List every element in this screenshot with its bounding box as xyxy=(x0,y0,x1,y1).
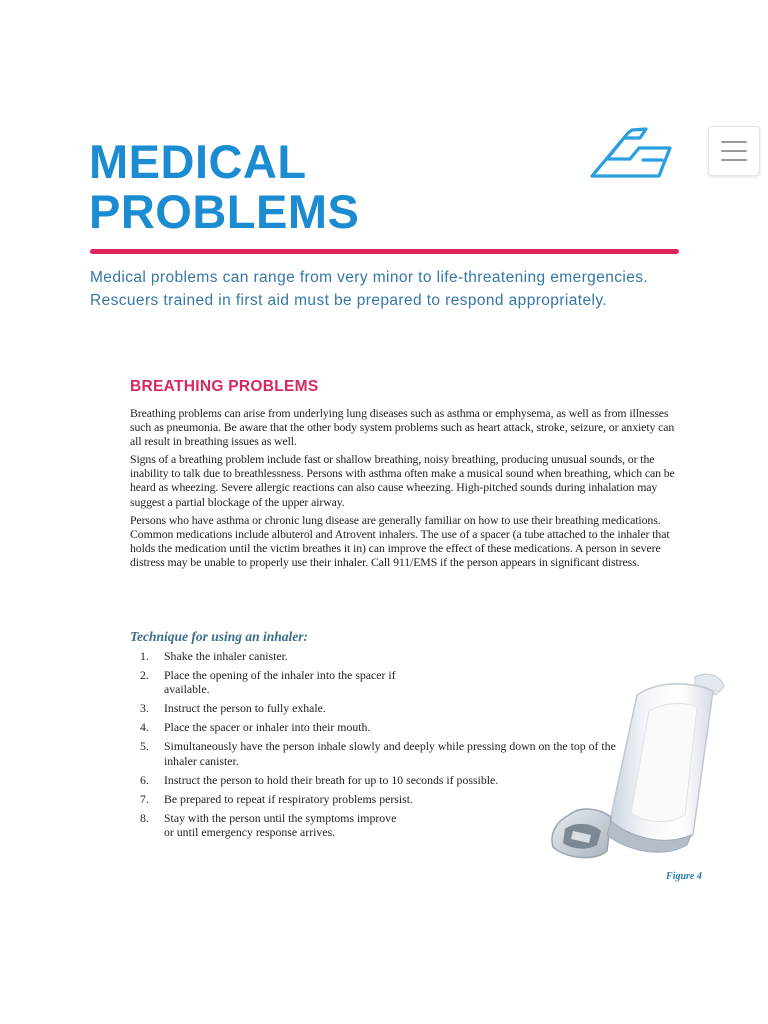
step-number: 6. xyxy=(140,772,149,787)
technique-heading: Technique for using an inhaler: xyxy=(130,629,309,644)
page-title xyxy=(89,137,359,237)
menu-line xyxy=(721,150,747,152)
body-paragraph: Signs of a breathing problem include fast or shallow breathing, noisy breathing, producing unusual sounds, or the inability to talk due to breathlessness. Persons with asthma often make a musical sound when breathing, which can be heard as wheezing. Severe allergic reactions can also cause wheezing. High-pitched sounds during inhalation may suggest a partial blockage of the upper airway. xyxy=(130,452,675,509)
step-item xyxy=(130,668,419,696)
step-number: 1. xyxy=(140,649,149,663)
body-paragraph: Breathing problems can arise from underlying lung diseases such as asthma or emphysema, as well as from illnesses such as pneumonia. Be aware that the other body system problems such as heart attack, stroke, seizure, or anxiety can all result in breathing issues as well. xyxy=(130,406,675,449)
step-number: 8. xyxy=(140,810,149,825)
step-number: 4. xyxy=(140,720,149,735)
step-number: 7. xyxy=(140,791,149,806)
pencil-logo-icon xyxy=(588,126,674,182)
step-number: 3. xyxy=(140,701,149,716)
body-paragraph: Persons who have asthma or chronic lung disease are generally familiar on how to use their breathing medications. Common medications include albuterol and Atrovent inhalers. The use of a spacer (a tube attached to the inhaler that holds the medication until the victim breathes it in) can improve the effect of these medications. A person in severe distress may be unable to properly use their inhaler. Call 911/EMS if the person appears in significant distress. xyxy=(130,512,670,569)
step-text: Stay with the person until the symptoms improve or until emergency response arrives. xyxy=(164,810,397,839)
title-divider xyxy=(90,249,679,254)
figure-caption: Figure 4 xyxy=(666,871,702,882)
step-text: Be prepared to repeat if respiratory problems persist. xyxy=(164,791,413,806)
step-text: Place the spacer or inhaler into their mouth. xyxy=(164,720,371,735)
menu-line xyxy=(721,141,747,143)
step-text: Instruct the person to fully exhale. xyxy=(164,701,326,716)
menu-line xyxy=(721,159,747,161)
step-item xyxy=(130,649,620,663)
page-title-line-2: PROBLEMS xyxy=(89,185,360,238)
section-body xyxy=(130,406,678,573)
step-text: Simultaneously have the person inhale slowly and deeply while pressing down on the top of the inhaler canister. xyxy=(164,739,616,768)
section-heading: BREATHING PROBLEMS xyxy=(130,378,319,395)
step-number: 5. xyxy=(140,739,149,754)
step-text: Instruct the person to hold their breath for up to 10 seconds if possible. xyxy=(164,772,499,787)
step-item xyxy=(130,811,409,839)
intro-text: Medical problems can range from very minor to life-threatening emergencies. Rescuers trained in first aid must be prepared to respond appropriately. xyxy=(90,269,649,309)
page-title-line-1: MEDICAL xyxy=(89,135,307,188)
step-text: Shake the inhaler canister. xyxy=(164,649,288,663)
menu-button[interactable] xyxy=(708,126,760,176)
step-number: 2. xyxy=(140,668,149,683)
step-text: Place the opening of the inhaler into the spacer if available. xyxy=(164,668,396,697)
inhaler-image xyxy=(545,665,730,880)
